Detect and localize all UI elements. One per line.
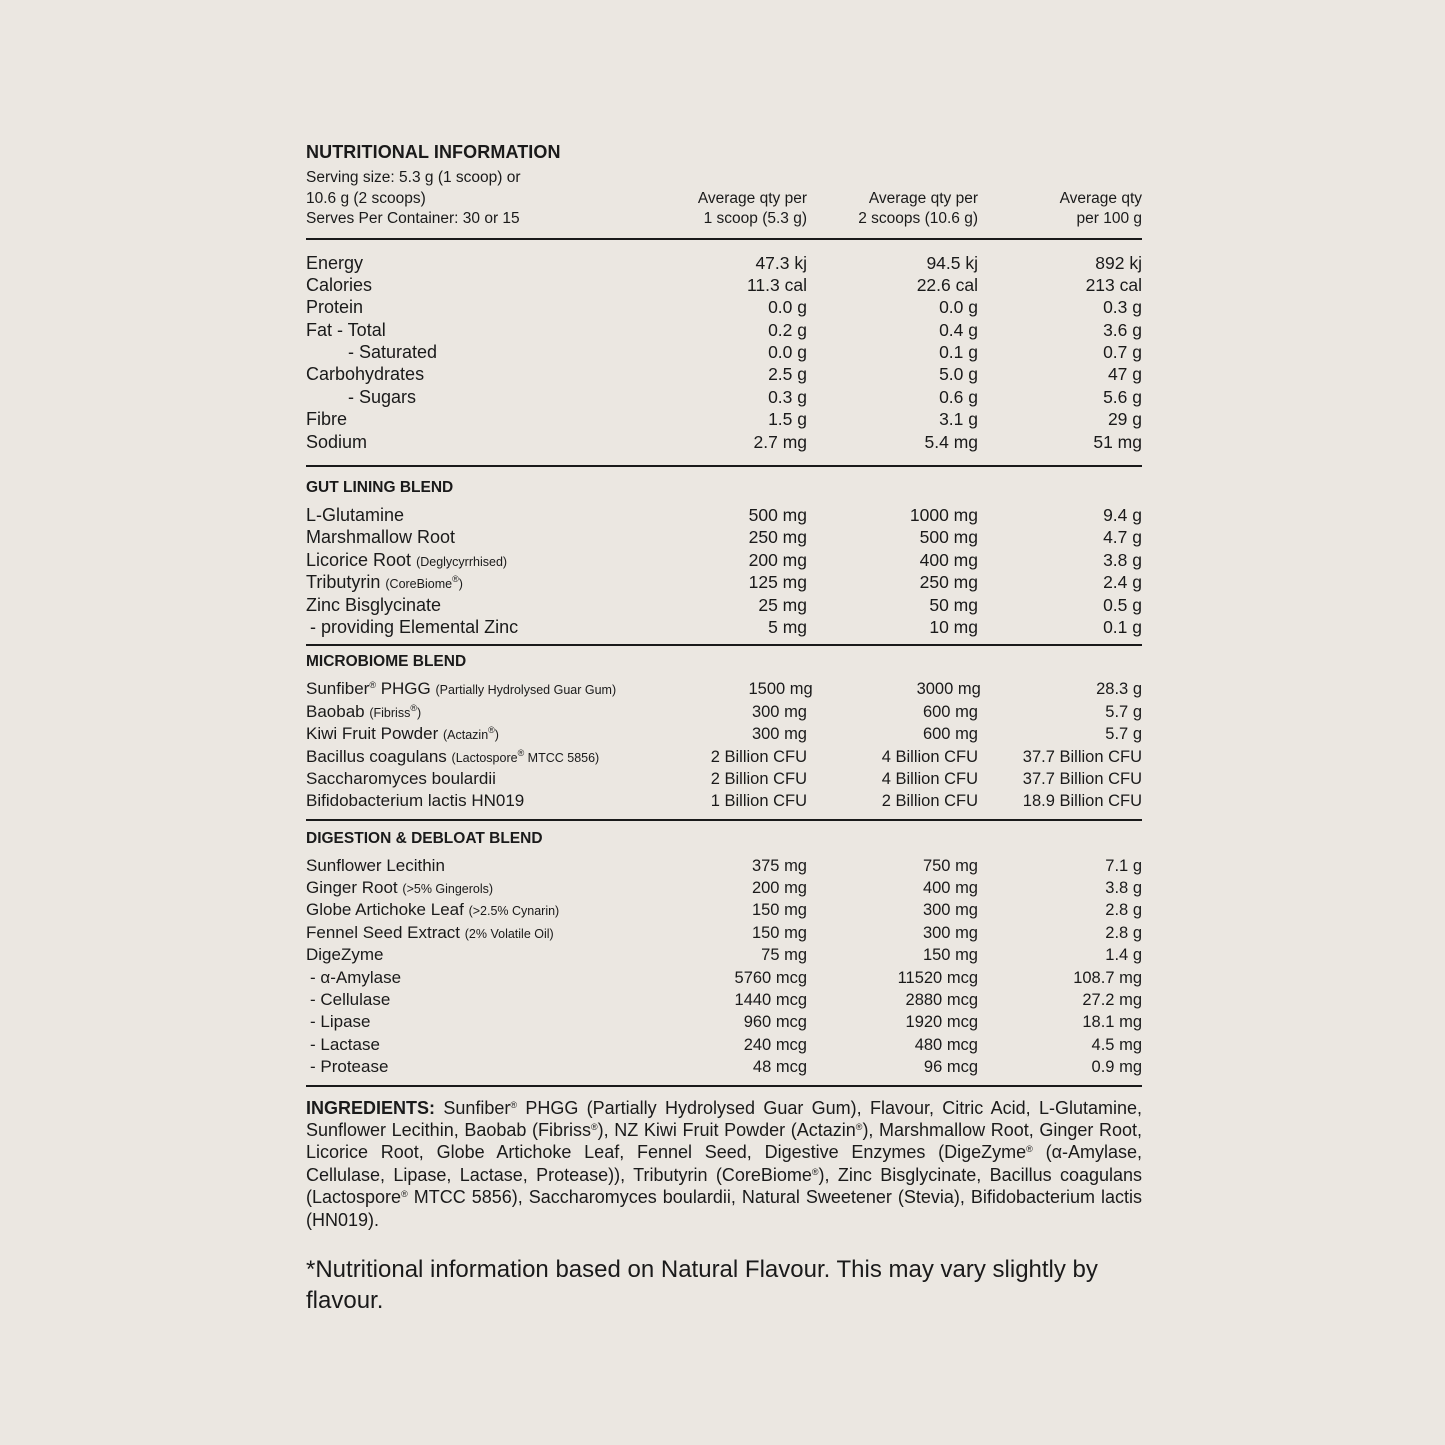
table-row <box>306 899 1142 921</box>
value-col-2: 600 mg <box>922 725 978 744</box>
nutrient-label: Energy <box>306 252 364 273</box>
value-col-3: 5.7 g <box>1105 725 1142 744</box>
table-row <box>306 678 1142 700</box>
serving-size-line2: 10.6 g (2 scoops) <box>306 189 426 207</box>
nutrient-name <box>306 274 607 296</box>
value-col-3: 892 kj <box>1095 252 1142 273</box>
column-header-2-scoops: Average qty per 2 scoops (10.6 g) <box>858 189 978 227</box>
value-col-3: 3.8 g <box>1105 879 1142 898</box>
nutrient-label: L-Glutamine <box>306 505 405 526</box>
value-col-2: 0.4 g <box>939 319 978 340</box>
nutrient-label: Tributyrin <box>306 572 381 593</box>
value-col-3: 28.3 g <box>1096 680 1142 699</box>
value-col-3: 2.8 g <box>1105 901 1142 920</box>
value-col-1: 11.3 cal <box>747 274 807 295</box>
table-row <box>306 922 1142 944</box>
table-row <box>306 855 1142 877</box>
value-col-1: 125 mg <box>748 572 807 593</box>
table-row <box>306 549 1142 571</box>
nutrient-label: Licorice Root <box>306 549 412 570</box>
nutrient-name <box>306 616 607 638</box>
table-row <box>306 877 1142 899</box>
value-col-3: 108.7 mg <box>1073 968 1142 987</box>
value-col-1: 47.3 kj <box>755 252 807 273</box>
value-col-1: 1440 mcg <box>734 991 807 1010</box>
nutrient-label: Calories <box>306 274 373 295</box>
value-col-3: 37.7 Billion CFU <box>1022 769 1142 788</box>
nutrient-name <box>306 989 607 1011</box>
value-col-3: 2.8 g <box>1105 923 1142 942</box>
serves-per-container: Serves Per Container: 30 or 15 <box>306 210 520 227</box>
nutrient-name <box>306 768 607 790</box>
nutrient-label: - Lipase <box>310 1012 371 1032</box>
nutrient-label: Saccharomyces boulardii <box>306 768 496 788</box>
nutrient-label: Baobab <box>306 701 365 721</box>
table-row <box>306 1011 1142 1033</box>
value-col-1: 75 mg <box>761 946 807 965</box>
table-header <box>306 168 1142 240</box>
value-col-2: 300 mg <box>922 923 978 942</box>
value-col-3: 5.6 g <box>1103 386 1142 407</box>
value-col-2: 0.6 g <box>939 386 978 407</box>
footnote: *Nutritional information based on Natural Flavour. This may vary slightly by flavour. <box>306 1256 1098 1315</box>
table-row <box>306 701 1142 723</box>
table-row <box>306 363 1142 385</box>
table-row <box>306 504 1142 526</box>
value-col-3: 18.9 Billion CFU <box>1022 792 1142 811</box>
value-col-2: 1000 mg <box>909 505 978 526</box>
nutrient-name <box>306 723 607 746</box>
value-col-1: 2.5 g <box>768 364 807 385</box>
nutrient-note: (>5% Gingerols) <box>402 882 494 897</box>
value-col-1: 1.5 g <box>768 409 807 430</box>
nutrient-label: Fat - Total <box>306 319 386 340</box>
value-col-1: 2.7 mg <box>753 431 807 452</box>
nutrient-label: Fennel Seed Extract <box>306 922 461 942</box>
table-row <box>306 319 1142 341</box>
value-col-2: 1920 mcg <box>905 1013 978 1032</box>
table-row <box>306 746 1142 768</box>
value-col-2: 750 mg <box>922 856 978 875</box>
nutrient-label: Ginger Root <box>306 878 398 898</box>
value-col-1: 5760 mcg <box>734 968 807 987</box>
nutrient-name <box>306 922 607 945</box>
nutrient-label: Marshmallow Root <box>306 527 456 548</box>
value-col-2: 400 mg <box>919 549 978 570</box>
value-col-3: 37.7 Billion CFU <box>1022 747 1142 766</box>
ingredients-paragraph <box>306 1097 1142 1231</box>
nutrient-label: Fibre <box>306 409 348 430</box>
value-col-1: 200 mg <box>751 879 807 898</box>
microbiome-section <box>306 646 1142 820</box>
nutrient-note: (Actazin®) <box>443 725 499 743</box>
value-col-2: 400 mg <box>922 879 978 898</box>
value-col-2: 2880 mcg <box>905 991 978 1010</box>
value-col-3: 0.5 g <box>1103 594 1142 615</box>
nutrient-name <box>306 252 607 274</box>
value-col-3: 51 mg <box>1093 431 1142 452</box>
table-row <box>306 967 1142 989</box>
table-row <box>306 408 1142 430</box>
section-heading: MICROBIOME BLEND <box>306 653 467 671</box>
value-col-2: 0.0 g <box>939 297 978 318</box>
value-col-1: 300 mg <box>751 702 807 721</box>
value-col-2: 4 Billion CFU <box>881 747 978 766</box>
value-col-3: 7.1 g <box>1105 856 1142 875</box>
column-header-per-100g: Average qty per 100 g <box>1059 189 1142 227</box>
nutrient-name <box>306 504 607 526</box>
nutrient-note: (Fibriss®) <box>369 702 422 720</box>
table-row <box>306 252 1142 274</box>
nutrient-label: Carbohydrates <box>306 364 425 385</box>
nutrient-label: Sodium <box>306 431 368 452</box>
value-col-3: 0.1 g <box>1103 616 1142 637</box>
value-col-2: 4 Billion CFU <box>881 769 978 788</box>
table-row <box>306 723 1142 745</box>
value-col-2: 150 mg <box>922 946 978 965</box>
value-col-3: 9.4 g <box>1103 505 1142 526</box>
value-col-2: 94.5 kj <box>926 252 978 273</box>
column-header-1-scoop: Average qty per 1 scoop (5.3 g) <box>697 189 807 227</box>
value-col-2: 250 mg <box>919 572 978 593</box>
value-col-2: 480 mcg <box>914 1035 978 1054</box>
nutrient-name <box>306 1011 607 1033</box>
nutrient-note: (Partially Hydrolysed Guar Gum) <box>435 683 617 698</box>
nutrient-label: Sunflower Lecithin <box>306 855 445 875</box>
nutrient-name <box>306 944 607 966</box>
value-col-3: 3.6 g <box>1103 319 1142 340</box>
value-col-1: 300 mg <box>751 725 807 744</box>
table-row <box>306 296 1142 318</box>
value-col-2: 300 mg <box>922 901 978 920</box>
value-col-3: 0.3 g <box>1103 297 1142 318</box>
table-row <box>306 594 1142 616</box>
nutrient-label: Zinc Bisglycinate <box>306 594 442 615</box>
table-row <box>306 616 1142 638</box>
nutrition-section <box>306 240 1142 468</box>
value-col-1: 0.0 g <box>768 297 807 318</box>
value-col-1: 240 mcg <box>743 1035 807 1054</box>
value-col-2: 3.1 g <box>939 409 978 430</box>
value-col-2: 500 mg <box>919 527 978 548</box>
value-col-1: 5 mg <box>768 616 807 637</box>
nutrient-label: DigeZyme <box>306 945 384 965</box>
value-col-3: 213 cal <box>1085 274 1142 295</box>
value-col-1: 200 mg <box>748 549 807 570</box>
nutrient-name <box>306 408 607 430</box>
table-row <box>306 989 1142 1011</box>
value-col-3: 4.5 mg <box>1091 1035 1142 1054</box>
nutrient-label: - Sugars <box>348 386 417 407</box>
nutrient-name <box>306 571 607 595</box>
value-col-3: 0.9 mg <box>1091 1058 1142 1077</box>
value-col-1: 1 Billion CFU <box>710 792 807 811</box>
value-col-1: 2 Billion CFU <box>710 769 807 788</box>
value-col-2: 96 mcg <box>923 1058 978 1077</box>
value-col-1: 0.0 g <box>768 342 807 363</box>
nutrient-note: (Deglycyrrhised) <box>416 554 508 569</box>
value-col-3: 1.4 g <box>1105 946 1142 965</box>
nutrient-name <box>306 855 607 877</box>
value-col-3: 27.2 mg <box>1082 991 1142 1010</box>
nutrient-name <box>306 386 607 408</box>
gut-lining-section <box>306 467 1142 646</box>
nutrient-note: (2% Volatile Oil) <box>464 926 554 941</box>
nutrient-name <box>306 431 607 453</box>
value-col-2: 22.6 cal <box>916 274 978 295</box>
nutrient-note: (>2.5% Cynarin) <box>468 904 560 919</box>
nutrient-label: Kiwi Fruit Powder <box>306 724 439 744</box>
nutrient-name <box>306 701 607 724</box>
nutrient-name <box>306 594 607 616</box>
digestion-section <box>306 821 1142 1087</box>
table-row <box>306 768 1142 790</box>
section-heading: GUT LINING BLEND <box>306 479 454 497</box>
nutrient-name <box>306 790 607 812</box>
value-col-2: 50 mg <box>929 594 978 615</box>
value-col-3: 47 g <box>1107 364 1142 385</box>
table-row <box>306 274 1142 296</box>
table-row <box>306 944 1142 966</box>
ingredients-label: INGREDIENTS: <box>306 1097 436 1118</box>
nutrition-panel <box>306 140 1142 1316</box>
nutrient-label: - Lactase <box>310 1034 380 1054</box>
value-col-1: 0.3 g <box>768 386 807 407</box>
value-col-3: 3.8 g <box>1103 549 1142 570</box>
nutrient-label: - providing Elemental Zinc <box>310 616 519 637</box>
value-col-3: 18.1 mg <box>1082 1013 1142 1032</box>
value-col-1: 150 mg <box>751 923 807 942</box>
table-row <box>306 790 1142 812</box>
nutrient-label: Bifidobacterium lactis HN019 <box>306 791 525 811</box>
value-col-2: 5.4 mg <box>924 431 978 452</box>
value-col-1: 250 mg <box>748 527 807 548</box>
nutrient-name <box>306 363 607 385</box>
nutrient-name <box>306 899 607 922</box>
value-col-1: 48 mcg <box>752 1058 807 1077</box>
value-col-1: 1500 mg <box>748 680 813 699</box>
nutrient-name <box>306 1034 607 1056</box>
nutrient-name <box>306 526 607 548</box>
nutrient-label: - α-Amylase <box>310 967 402 987</box>
nutrient-name: Sunfiber® PHGG (Partially Hydrolysed Guar Gum) <box>306 679 617 699</box>
value-col-3: 0.7 g <box>1103 342 1142 363</box>
nutrient-name <box>306 549 607 573</box>
value-col-1: 960 mcg <box>743 1013 807 1032</box>
value-col-1: 375 mg <box>751 856 807 875</box>
table-row <box>306 571 1142 593</box>
nutrient-name <box>306 877 607 900</box>
serving-info <box>306 168 607 230</box>
value-col-1: 25 mg <box>758 594 807 615</box>
value-col-3: 29 g <box>1107 409 1142 430</box>
nutrient-note: (Lactospore® MTCC 5856) <box>451 747 600 765</box>
value-col-2: 11520 mcg <box>897 968 978 987</box>
value-col-1: 0.2 g <box>768 319 807 340</box>
table-row <box>306 526 1142 548</box>
table-row <box>306 1034 1142 1056</box>
serving-size-line1: Serving size: 5.3 g (1 scoop) or <box>306 169 521 186</box>
nutrient-name <box>306 319 607 341</box>
value-col-2: 3000 mg <box>916 680 981 699</box>
nutrient-label: - Protease <box>310 1057 389 1077</box>
value-col-1: 150 mg <box>751 901 807 920</box>
value-col-1: 2 Billion CFU <box>710 747 807 766</box>
nutrient-name <box>306 296 607 318</box>
value-col-3: 5.7 g <box>1105 702 1142 721</box>
nutrient-label: Protein <box>306 297 364 318</box>
nutrient-name <box>306 1056 607 1078</box>
section-heading: DIGESTION & DEBLOAT BLEND <box>306 829 543 847</box>
nutrient-name <box>306 967 607 989</box>
value-col-2: 2 Billion CFU <box>881 792 978 811</box>
table-row <box>306 341 1142 363</box>
value-col-2: 5.0 g <box>939 364 978 385</box>
panel-title: NUTRITIONAL INFORMATION <box>306 142 561 162</box>
value-col-2: 10 mg <box>929 616 978 637</box>
nutrient-label: Bacillus coagulans <box>306 746 447 766</box>
value-col-2: 600 mg <box>922 702 978 721</box>
value-col-2: 0.1 g <box>939 342 978 363</box>
nutrient-label: - Cellulase <box>310 990 391 1010</box>
value-col-1: 500 mg <box>748 505 807 526</box>
nutrient-note: (CoreBiome®) <box>385 574 463 592</box>
nutrient-name <box>306 746 607 769</box>
value-col-3: 4.7 g <box>1103 527 1142 548</box>
nutrient-name <box>306 341 607 363</box>
value-col-3: 2.4 g <box>1103 572 1142 593</box>
nutrient-label: Globe Artichoke Leaf <box>306 900 464 920</box>
table-row <box>306 1056 1142 1078</box>
table-row <box>306 431 1142 453</box>
nutrient-label: - Saturated <box>348 342 438 363</box>
ingredients-text: Sunfiber® PHGG (Partially Hydrolysed Guar Gum), Flavour, Citric Acid, L-Glutamine, Sunflower Lecithin, Baobab (Fibriss®), NZ Kiwi Fruit Powder (Actazin®), Marshmallow Root, Ginger Root, Licorice Root, Globe Artichoke Leaf, Fennel Seed, Digestive Enzymes (DigeZyme® (α-Amylase, Cellulase, Lipase, Lactase, Protease)), Tributyrin (CoreBiome®), Zinc Bisglycinate, Bacillus coagulans (Lactospore® MTCC 5856), Saccharomyces boulardii, Natural Sweetener (Stevia), Bifidobacterium lactis (HN019). <box>306 1097 1143 1230</box>
nutrient-label: Sunfiber <box>306 679 370 699</box>
table-row <box>306 386 1142 408</box>
